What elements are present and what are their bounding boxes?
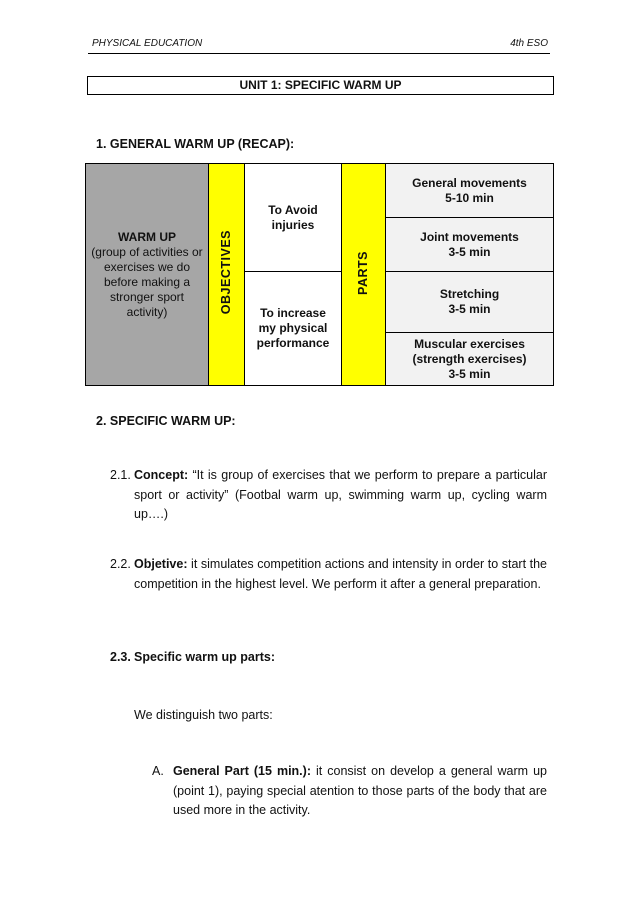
concept-text: “It is group of exercises that we perform to prepare a particular sport or activity” (Footbal warm up, swimming warm up, cycling warm up….) xyxy=(134,468,547,521)
concept-label: Concept: xyxy=(134,468,189,482)
distinguish-text: We distinguish two parts: xyxy=(134,708,273,722)
objective-1: To Avoid injuries xyxy=(268,202,318,232)
parts-label: PARTS xyxy=(356,250,370,295)
section-1-title: 1. GENERAL WARM UP (RECAP): xyxy=(96,137,295,151)
unit-title: UNIT 1: SPECIFIC WARM UP xyxy=(87,76,554,95)
part-joint-movements: Joint movements 3-5 min xyxy=(386,218,554,272)
parts-label-cell xyxy=(342,164,386,386)
section-2-1-number: 2.1. xyxy=(110,468,131,482)
section-2-2-paragraph xyxy=(134,555,547,594)
general-part-label: General Part (15 min.): xyxy=(173,764,311,778)
section-2-3-title: Specific warm up parts: xyxy=(134,650,276,664)
objective-2: To increase my physical performance xyxy=(256,306,330,350)
section-2-title: 2. SPECIFIC WARM UP: xyxy=(96,414,236,428)
section-2-1-paragraph xyxy=(134,466,547,525)
objective-1-cell xyxy=(245,164,342,272)
objectives-label: OBJECTIVES xyxy=(219,230,233,315)
section-2-2-number: 2.2. xyxy=(110,557,131,571)
warm-up-title: WARM UP xyxy=(118,229,176,244)
part-general-movements: General movements 5-10 min xyxy=(386,164,554,218)
part-stretching: Stretching 3-5 min xyxy=(386,272,554,333)
header-divider xyxy=(88,53,550,54)
part-a-paragraph xyxy=(173,762,547,821)
part-a-number: A. xyxy=(152,764,164,778)
objective-text: it simulates competition actions and intensity in order to start the competition in the highest level. We perform it after a general preparation. xyxy=(134,557,547,591)
part-muscular-exercises: Muscular exercises (strength exercises) 3-5 min xyxy=(386,333,554,386)
warm-up-cell xyxy=(86,164,209,386)
warm-up-table xyxy=(85,163,554,386)
warm-up-description: (group of activities or exercises we do before making a stronger sport activity) xyxy=(91,244,203,319)
general-part-text: it consist on develop a general warm up (point 1), paying special atention to those parts of the body that are used more in the activity. xyxy=(173,764,547,817)
page-header xyxy=(92,38,548,52)
header-grade: 4th ESO xyxy=(510,38,548,49)
section-2-3-number: 2.3. xyxy=(110,650,131,664)
objectives-label-cell xyxy=(209,164,245,386)
objective-2-cell xyxy=(245,272,342,386)
objective-label: Objetive: xyxy=(134,557,188,571)
header-subject: PHYSICAL EDUCATION xyxy=(92,38,203,49)
